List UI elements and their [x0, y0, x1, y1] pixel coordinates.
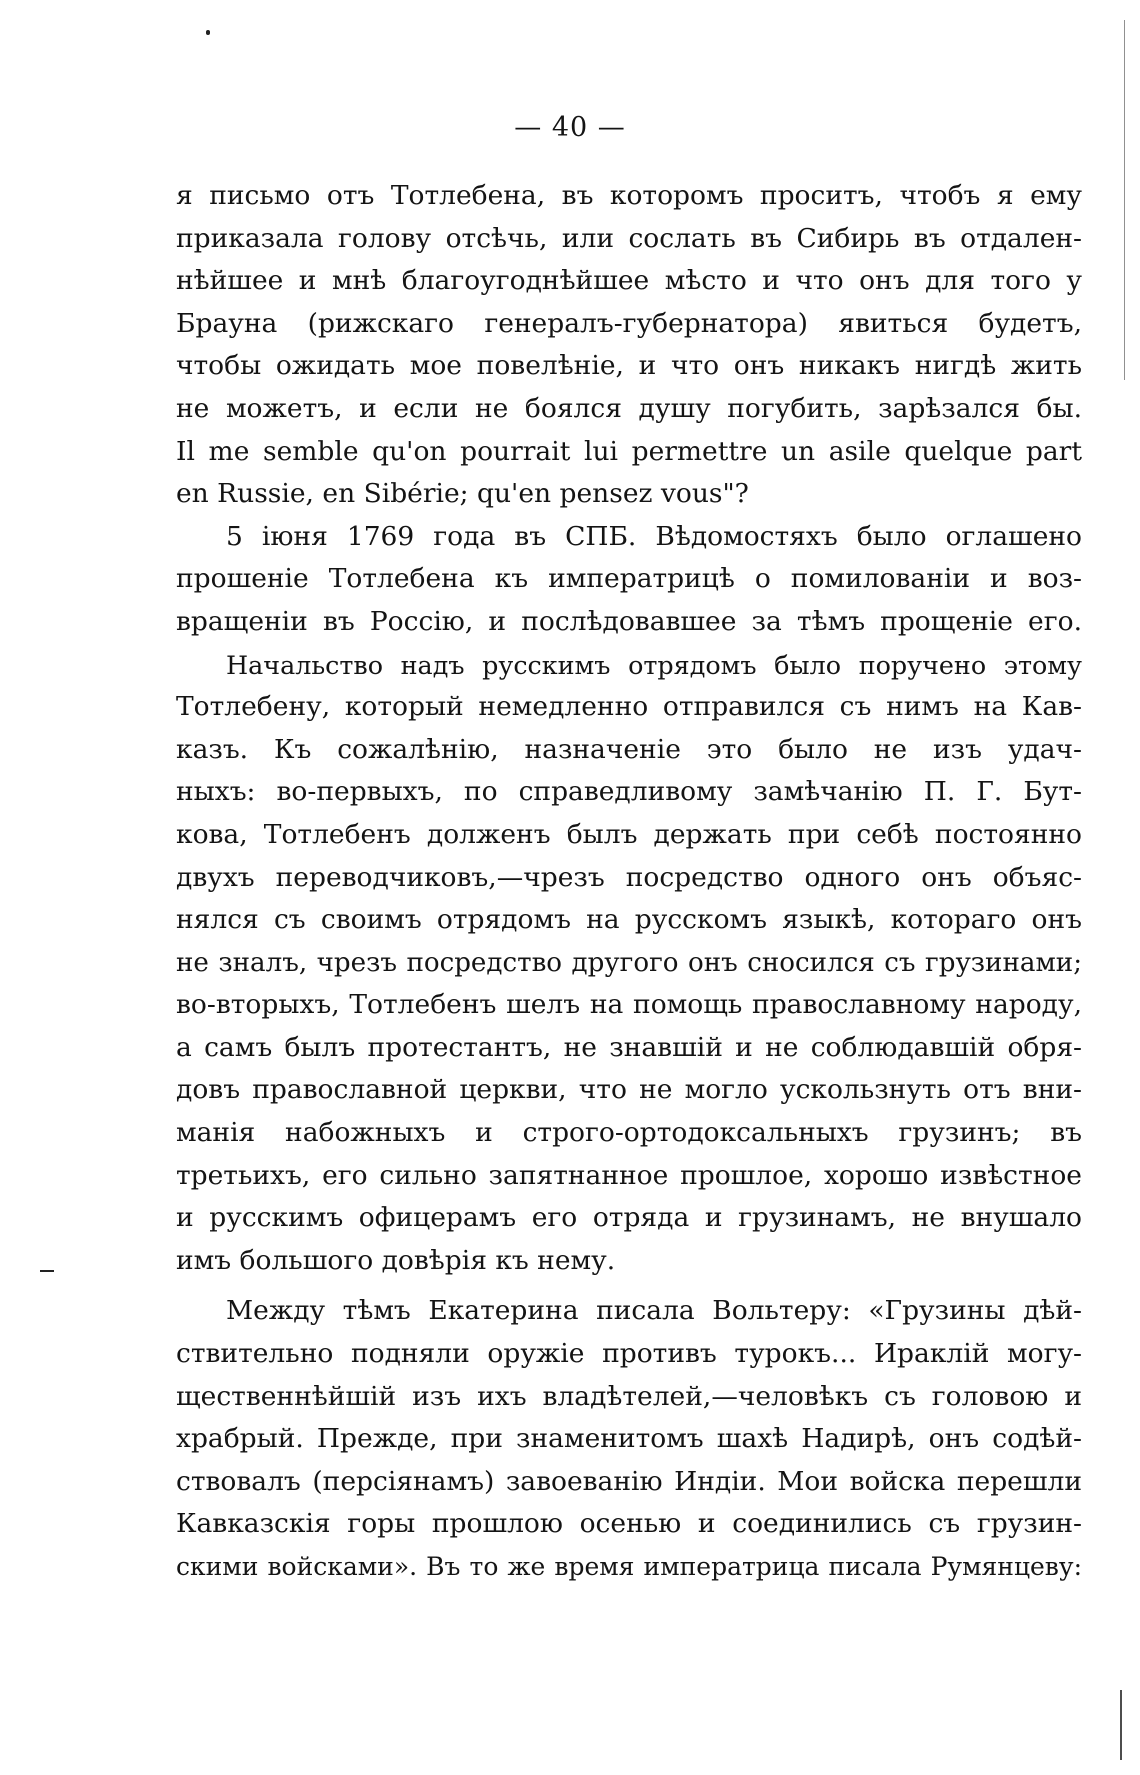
scan-edge-line [1124, 20, 1125, 380]
text-line: а самъ былъ протестантъ, не знавшій и не соблюдавшій обря- [176, 1031, 1082, 1063]
paragraph [176, 1290, 1082, 1588]
text-line: не зналъ, чрезъ посредство другого онъ сносился съ грузинами; [176, 947, 1082, 978]
paragraph [176, 516, 1082, 644]
text-line: не можетъ, и если не боялся душу погубить, зарѣзался бы. [176, 392, 1082, 424]
paragraph [176, 644, 1082, 1283]
text-line: во-вторыхъ, Тотлебенъ шелъ на помощь православному народу, [176, 989, 1082, 1021]
text-line: довъ православной церкви, что не могло ускользнуть отъ вни- [176, 1074, 1082, 1106]
text-line: прошеніе Тотлебена къ императрицѣ о помилованіи и воз- [176, 563, 1082, 595]
text-line: храбрый. Прежде, при знаменитомъ шахѣ Надирѣ, онъ содѣй- [176, 1423, 1082, 1455]
text-line: щественнѣйшій изъ ихъ владѣтелей,—человѣкъ съ головою и [176, 1380, 1082, 1412]
scan-speck [206, 30, 210, 35]
text-line: ныхъ: во-первыхъ, по справедливому замѣчанію П. Г. Бут- [176, 776, 1082, 808]
text-line: вращеніи въ Россію, и послѣдовавшее за тѣмъ прощеніе его. [176, 605, 1082, 637]
text-line: кова, Тотлебенъ долженъ былъ держать при себѣ постоянно [176, 818, 1082, 850]
text-line: третьихъ, его сильно запятнанное прошлое, хорошо извѣстное [176, 1159, 1082, 1191]
scan-dash [40, 1270, 54, 1272]
body-text [176, 175, 1082, 1589]
text-line: имъ большого довѣрія къ нему. [176, 1244, 616, 1276]
text-line: Кавказскія горы прошлою осенью и соединились съ грузин- [176, 1508, 1082, 1540]
text-line: Il me semble qu'on pourrait lui permettre un asile quelque part [176, 435, 1082, 467]
paragraph [176, 175, 1082, 516]
text-line: en Russie, en Sibérie; qu'en pensez vous"? [176, 478, 749, 510]
scan-edge-line [1120, 1690, 1122, 1760]
text-line: я письмо отъ Тотлебена, въ которомъ проситъ, чтобъ я ему [176, 180, 1082, 211]
text-line: ствовалъ (персіянамъ) завоеванію Индіи. Мои войска перешли [176, 1465, 1082, 1497]
text-line: приказала голову отсѣчь, или сослать въ Сибирь въ отдален- [176, 222, 1082, 254]
text-line: нѣйшее и мнѣ благоугоднѣйшее мѣсто и что онъ для того у [176, 265, 1082, 297]
text-line: ствительно подняли оружіе противъ турокъ... Ираклій могу- [176, 1338, 1082, 1370]
text-line: скими войсками». Въ то же время императрица писала Румянцеву: [176, 1552, 1082, 1581]
text-line: казъ. Къ сожалѣнію, назначеніе это было не изъ удач- [176, 733, 1082, 765]
text-line: Тотлебену, который немедленно отправился съ нимъ на Кав- [176, 691, 1082, 723]
text-line: манія набожныхъ и строго-ортодоксальныхъ грузинъ; въ [176, 1117, 1082, 1149]
text-line: Брауна (рижскаго генералъ-губернатора) явиться будетъ, [176, 307, 1082, 339]
text-line: чтобы ожидать мое повелѣніе, и что онъ никакъ нигдѣ жить [176, 350, 1082, 382]
text-line: нялся съ своимъ отрядомъ на русскомъ языкѣ, котораго онъ [176, 904, 1082, 936]
text-line: двухъ переводчиковъ,—чрезъ посредство одного онъ объяс- [176, 861, 1082, 893]
text-line: Между тѣмъ Екатерина писала Вольтеру: «Грузины дѣй- [226, 1295, 1082, 1327]
text-line: и русскимъ офицерамъ его отряда и грузинамъ, не внушало [176, 1202, 1082, 1234]
page-number: — 40 — [514, 112, 626, 143]
text-line: 5 іюня 1769 года въ СПБ. Вѣдомостяхъ было оглашено [226, 520, 1082, 552]
text-line: Начальство надъ русскимъ отрядомъ было поручено этому [226, 649, 1082, 680]
